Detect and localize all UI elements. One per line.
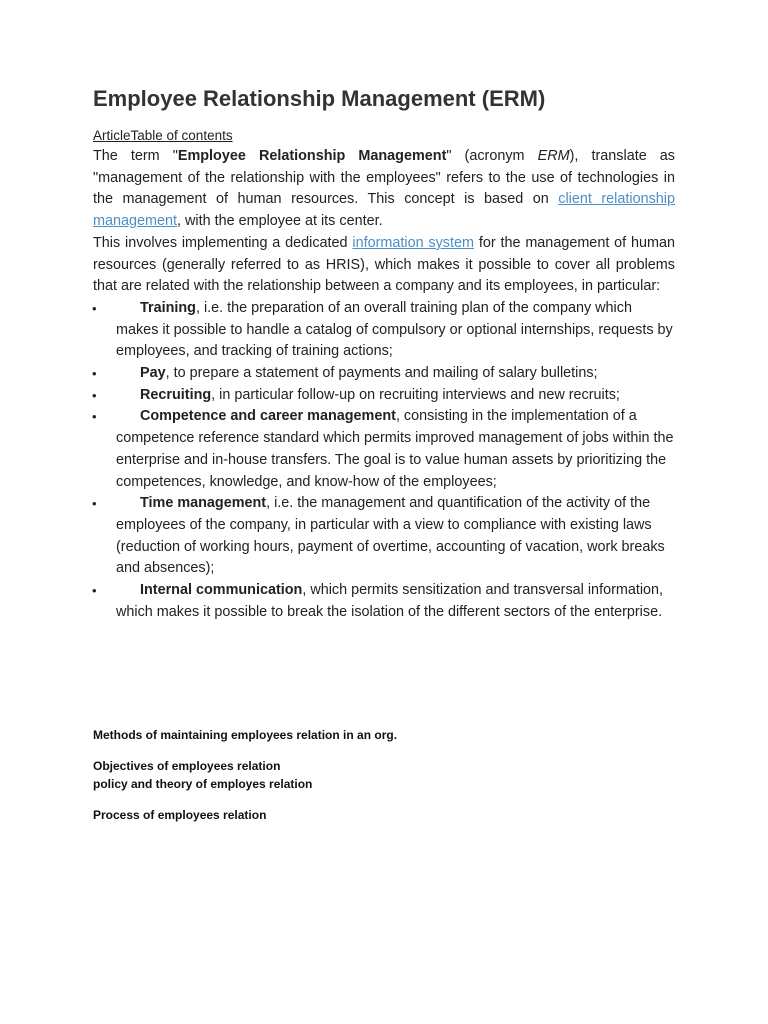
bullet-icon: • xyxy=(92,366,97,382)
section-policy: policy and theory of employes relation xyxy=(93,777,313,791)
article-links xyxy=(93,128,233,143)
page-title: Employee Relationship Management (ERM) xyxy=(93,86,546,111)
information-system-link[interactable]: information system xyxy=(352,234,474,251)
erm-term: Employee Relationship Management xyxy=(177,148,447,164)
list-item: • Competence and career management, consisting in the implementation of a competence reference standard which permits improved management of jobs within the enterprise and in-house transfers. The goal is to value human assets by prioritizing the competences, knowledge, and know-how of the employees; xyxy=(92,408,674,490)
bullet-icon: • xyxy=(92,300,97,316)
list-item: • Internal communication, which permits sensitization and transversal information, which makes it possible to break the isolation of the different sectors of the enterprise. xyxy=(92,582,664,620)
erm-acronym: ERM xyxy=(537,148,570,164)
section-methods: Methods of maintaining employees relation in an org. xyxy=(93,728,398,742)
bullet-icon: • xyxy=(92,409,97,425)
section-objectives: Objectives of employees relation xyxy=(93,759,281,773)
list-item: • Recruiting, in particular follow-up on recruiting interviews and new recruits; xyxy=(93,385,675,407)
intro-paragraph-2: This involves implementing a dedicated information system for the management of human resources (generally referred to as HRIS), which makes it possible to cover all problems that are related with the relationship between a company and its employees, in particular: xyxy=(93,234,676,295)
section-headings xyxy=(93,726,397,824)
article-link[interactable]: Article xyxy=(93,128,131,143)
crm-link[interactable]: client relationship management xyxy=(93,191,675,230)
bullet-icon: • xyxy=(92,496,97,512)
bullet-icon: • xyxy=(92,387,97,403)
erm-features-list xyxy=(93,298,675,624)
bullet-icon: • xyxy=(92,583,97,599)
section-process: Process of employees relation xyxy=(93,808,267,822)
table-of-contents-link[interactable]: Table of contents xyxy=(130,128,233,143)
list-item: • Time management, i.e. the management and quantification of the activity of the employees of the company, in particular with a view to compliance with existing laws (reduction of working hours, payment of overtime, accounting of vacation, work breaks and absences); xyxy=(92,495,665,577)
article-body xyxy=(93,146,675,623)
list-item: • Training, i.e. the preparation of an overall training plan of the company which makes it possible to handle a catalog of compulsory or optional internships, requests by employees, and tracking of training actions; xyxy=(92,299,673,360)
list-item: • Pay, to prepare a statement of payments and mailing of salary bulletins; xyxy=(93,363,675,385)
intro-paragraph-1: The term "Employee Relationship Management" (acronym ERM), translate as "management of the relationship with the employees" refers to the use of technologies in the management of human resources. This concept is based on client relationship management, with the employee at its center. xyxy=(93,148,675,230)
